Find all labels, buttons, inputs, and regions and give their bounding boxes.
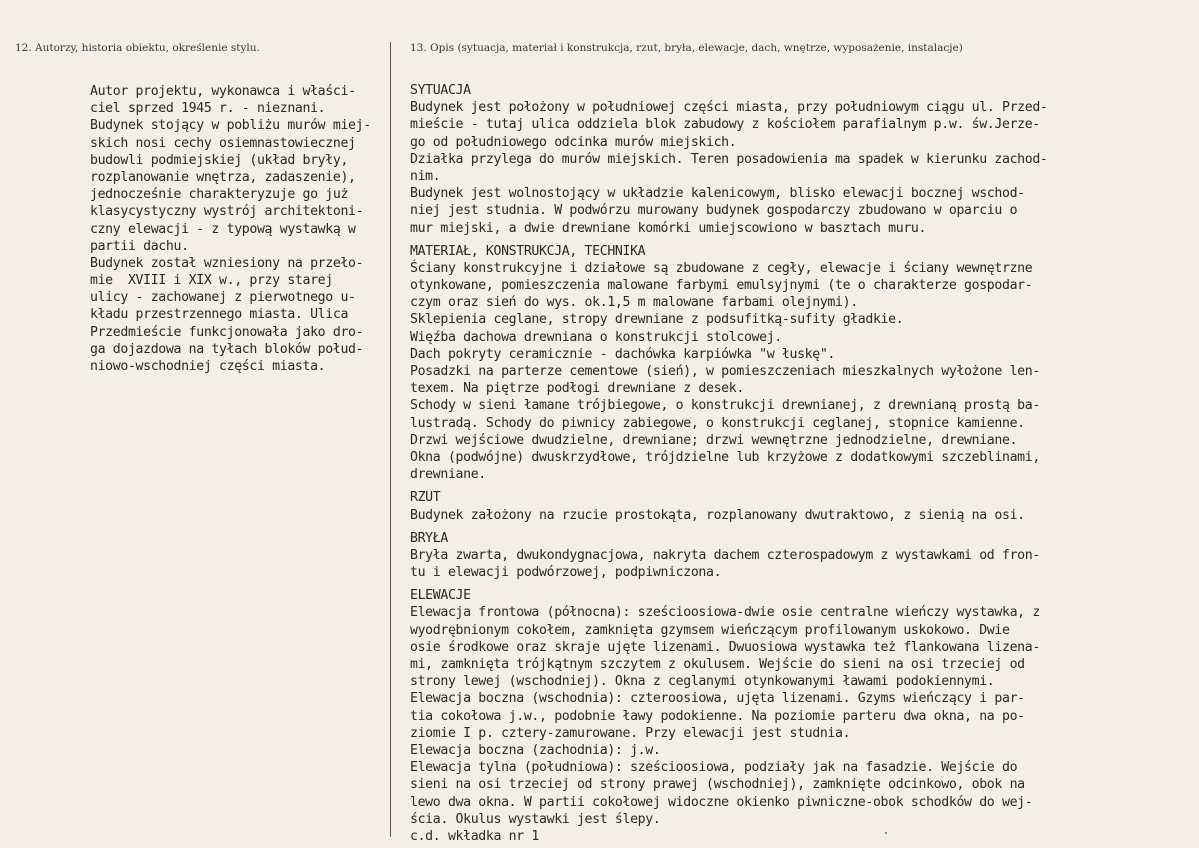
text-line: Elewacja tylna (południowa): sześcioosiowa, podziały jak na fasadzie. Wejście do [410, 760, 1018, 776]
section-title: SYTUACJA [410, 83, 471, 98]
text-line: ulicy - zachowanej z pierwotnego u- [90, 290, 356, 306]
text-line: mie XVIII i XIX w., przy starej [90, 273, 333, 289]
text-line: partii dachu. [90, 238, 189, 254]
text-line: rozplanowanie wnętrza, zadaszenie), [90, 169, 356, 185]
section-title: MATERIAŁ, KONSTRUKCJA, TECHNIKA [410, 243, 646, 259]
text-line: lustradą. Schody do piwnicy zabiegowe, o konstrukcji ceglanej, stopnice kamienne. [410, 415, 1025, 431]
column-divider [390, 42, 391, 837]
text-line: czny elewacji - z typową wystawką w [90, 221, 356, 237]
text-line: mi, zamknięta trójkątnym szczytem z okulusem. Wejście do sieni na osi trzeciej od [410, 657, 1025, 672]
authors-history-text [90, 83, 371, 375]
text-line: Sklepienia ceglane, stropy drewniane z podsufitką-sufity gładkie. [410, 312, 904, 328]
text-line: Dach pokryty ceramicznie - dachówka karpiówka "w łuskę". [410, 346, 836, 362]
text-line: Budynek jest położony w południowej części miasta, przy południowym ciągu ul. Przed- [410, 100, 1048, 116]
text-line: Elewacja frontowa (północna): sześcioosiowa-dwie osie centralne wieńczy wystawka, z [410, 605, 1040, 621]
text-line: strony lewej (wschodniej). Okna z ceglanymi otynkowanymi ławami podokiennymi. [410, 674, 995, 690]
text-line: Schody w sieni łamane trójbiegowe, o konstrukcji drewnianej, z drewnianą prostą ba- [410, 398, 1040, 414]
text-line: skich nosi cechy osiemnastowiecznej [90, 135, 356, 151]
text-line: sieni na osi trzeciej od strony prawej (wschodniej), zamknięte odcinkowo, obok na [410, 777, 1025, 793]
text-line: Przedmieście funkcjonowała jako dro- [90, 324, 364, 340]
text-line: Działka przylega do murów miejskich. Teren posadowienia ma spadek w kierunku zachod- [410, 151, 1048, 167]
paper-speck [885, 832, 887, 834]
text-line: c.d. wkładka nr 1 [410, 828, 540, 844]
section-title: RZUT [410, 490, 441, 506]
text-line: budowli podmiejskiej (układ bryły, [90, 152, 349, 168]
text-line: lewo dwa okna. W partii cokołowej widoczne okienko piwniczne-obok schodków do wej- [410, 794, 1033, 810]
text-line: ścia. Okulus wystawki jest ślepy. [410, 811, 661, 827]
text-line: mur miejski, a dwie drewniane komórki umiejscowiono w basztach muru. [410, 220, 927, 236]
text-line: Elewacja boczna (wschodnia): czteroosiowa, ujęta lizenami. Gzyms wieńczący i par- [410, 691, 1025, 707]
text-line: tia cokołowa j.w., podobnie ławy podokienne. Na poziomie parteru dwa okna, na po- [410, 708, 1025, 724]
text-line: Budynek jest wolnostojący w układzie kalenicowym, blisko elewacji bocznej wschod- [410, 186, 1025, 202]
text-line: Okna (podwójne) dwuskrzydłowe, trójdzielne lub krzyżowe z dodatkowymi szczeblinami, [410, 449, 1040, 465]
text-line: wyodrębnionym cokołem, zamknięta gzymsem wieńczącym profilowanym uskokowo. Dwie [410, 622, 1010, 638]
text-line: tu i elewacji podwórzowej, podpiwniczona. [410, 565, 722, 581]
text-line: niej jest studnia. W podwórzu murowany budynek gospodarczy zbudowano w oparciu o [410, 203, 1018, 219]
text-line: Drzwi wejściowe dwudzielne, drewniane; drzwi wewnętrzne jednodzielne, drewniane. [410, 432, 1018, 448]
text-line: klasycystyczny wystrój architektoni- [90, 204, 364, 220]
text-line: Więźba dachowa drewniana o konstrukcji stolcowej. [410, 329, 782, 345]
text-line: nim. [410, 168, 441, 184]
text-line: otynkowane, pomieszczenia malowane farbymi emulsyjnymi (te o charakterze gospodar- [410, 278, 1033, 294]
text-line: Budynek założony na rzucie prostokąta, rozplanowany dwutraktowo, z sienią na osi. [410, 507, 1025, 523]
text-line: Ściany konstrukcyjne i działowe są zbudowane z cegły, elewacje i ściany wewnętrzne [410, 260, 1033, 276]
text-line: kładu przestrzennego miasta. Ulica [90, 307, 349, 323]
text-line: Autor projektu, wykonawca i właści- [90, 84, 356, 99]
text-line: Budynek został wzniesiony na przeło- [90, 255, 364, 271]
text-line: czym oraz sień do wys. ok.1,5 m malowane farbami olejnymi). [410, 295, 858, 311]
text-line: texem. Na piętrze podłogi drewniane z desek. [410, 381, 744, 397]
text-line: ga dojazdowa na tyłach bloków połud- [90, 341, 364, 357]
text-line: Elewacja boczna (zachodnia): j.w. [410, 742, 661, 758]
text-line: niowo-wschodniej części miasta. [90, 359, 326, 374]
text-line: ciel sprzed 1945 r. - nieznani. [90, 101, 326, 117]
text-line: Budynek stojący w pobliżu murów miej- [90, 118, 371, 134]
section-title: BRYŁA [410, 530, 448, 546]
description-text [410, 82, 1048, 845]
text-line: osie środkowe oraz skraje ujęte lizenami. Dwuosiowa wystawka też flankowana lizena- [410, 639, 1040, 655]
section-title: ELEWACJE [410, 588, 471, 604]
text-line: ziomie I p. cztery-zamurowane. Przy elewacji jest studnia. [410, 725, 851, 741]
text-line: Bryła zwarta, dwukondygnacjowa, nakryta dachem czterospadowym z wystawkami od fron- [410, 547, 1040, 563]
text-line: mieście - tutaj ulica oddziela blok zabudowy z kościołem parafialnym p.w. św.Jerze- [410, 117, 1040, 133]
text-line: Posadzki na parterze cementowe (sień), w pomieszczeniach mieszkalnych wyłożone len- [410, 364, 1040, 379]
text-line: jednocześnie charakteryzuje go już [90, 187, 349, 203]
field-12-header: 12. Autorzy, historia obiektu, określenie stylu. [15, 42, 260, 54]
field-13-header: 13. Opis (sytuacja, materiał i konstrukcja, rzut, bryła, elewacje, dach, wnętrze, wyposażenie, instalacje) [410, 42, 963, 54]
text-line: go od południowego odcinka murów miejskich. [410, 134, 737, 150]
text-line: drewniane. [410, 467, 486, 483]
